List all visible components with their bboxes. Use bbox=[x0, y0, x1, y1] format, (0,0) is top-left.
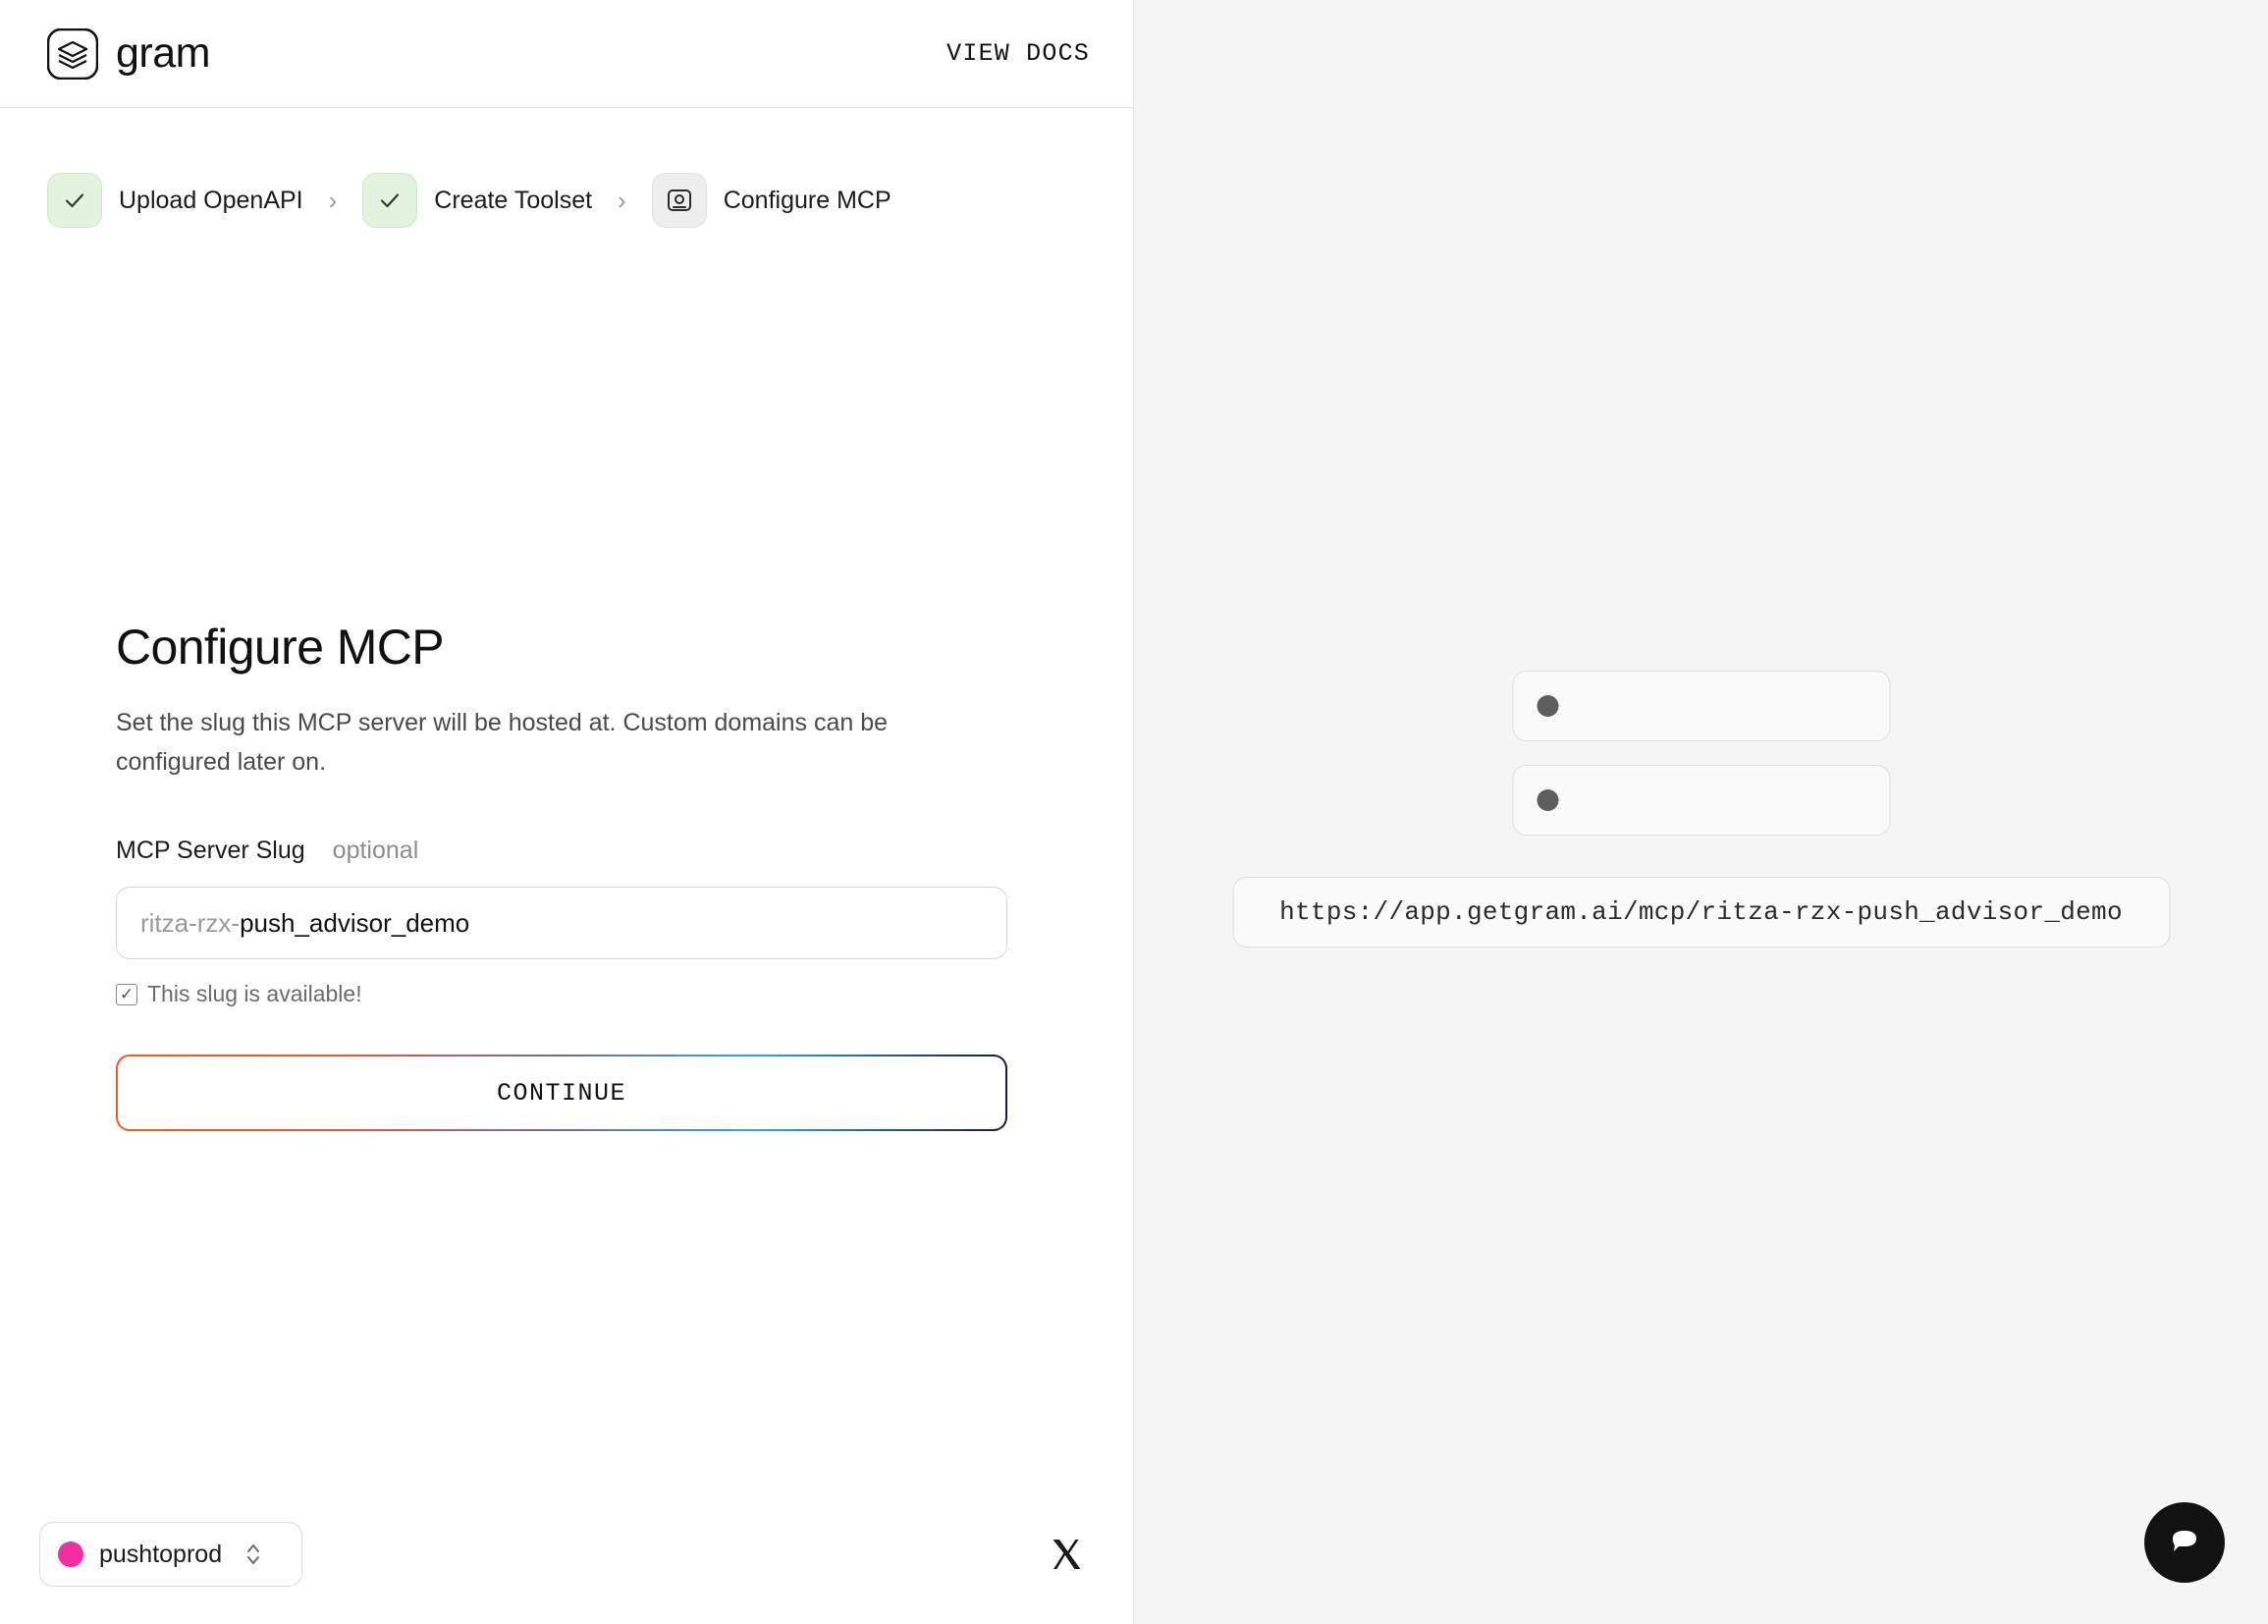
check-icon bbox=[362, 173, 417, 228]
configure-mcp-form bbox=[116, 619, 1019, 1131]
stepper-label-create-toolset: Create Toolset bbox=[434, 186, 593, 214]
checkbox-checked-icon: ✓ bbox=[116, 984, 137, 1005]
gram-logo-icon bbox=[47, 28, 98, 80]
brand-name: gram bbox=[116, 29, 210, 77]
stepper bbox=[0, 151, 1133, 249]
view-docs-link[interactable]: VIEW DOCS bbox=[946, 39, 1090, 68]
preview-placeholder-stack bbox=[1512, 671, 1890, 859]
page-description: Set the slug this MCP server will be hosted at. Custom domains can be configured later on. bbox=[116, 709, 889, 776]
slug-value: push_advisor_demo bbox=[240, 907, 470, 938]
continue-button-label: CONTINUE bbox=[496, 1078, 627, 1108]
stepper-separator-1: › bbox=[328, 185, 338, 215]
preview-placeholder-row bbox=[1512, 765, 1890, 836]
preview-panel bbox=[1134, 0, 2268, 1624]
top-bar bbox=[0, 0, 1133, 108]
org-switcher[interactable] bbox=[39, 1522, 302, 1587]
slug-input[interactable] bbox=[116, 887, 1007, 959]
org-name: pushtoprod bbox=[99, 1540, 223, 1568]
stepper-label-configure-mcp: Configure MCP bbox=[723, 186, 891, 214]
brand[interactable] bbox=[47, 28, 210, 80]
mcp-server-icon bbox=[652, 173, 707, 228]
chevron-up-down-icon bbox=[243, 1540, 263, 1569]
stepper-separator-2: › bbox=[618, 185, 626, 215]
preview-url-text: https://app.getgram.ai/mcp/ritza-rzx-push_advisor_demo bbox=[1279, 897, 2123, 927]
check-icon bbox=[47, 173, 102, 228]
preview-url-box[interactable] bbox=[1232, 877, 2170, 947]
stepper-step-create-toolset[interactable] bbox=[362, 173, 592, 228]
stepper-label-upload-openapi: Upload OpenAPI bbox=[119, 186, 303, 214]
slug-field-label: MCP Server Slug bbox=[116, 837, 305, 864]
stepper-step-configure-mcp[interactable] bbox=[652, 173, 891, 228]
slug-availability bbox=[116, 981, 1019, 1007]
preview-placeholder-row bbox=[1512, 671, 1890, 741]
chat-bubble-icon[interactable] bbox=[2144, 1502, 2225, 1583]
org-avatar bbox=[58, 1542, 83, 1567]
slug-availability-text: This slug is available! bbox=[147, 981, 362, 1006]
page-title: Configure MCP bbox=[116, 620, 444, 675]
placeholder-dot-icon bbox=[1537, 789, 1558, 811]
placeholder-dot-icon bbox=[1537, 695, 1558, 717]
stepper-step-upload-openapi[interactable] bbox=[47, 173, 303, 228]
continue-button[interactable] bbox=[116, 1055, 1007, 1131]
slug-field-label-row bbox=[116, 837, 1019, 865]
x-twitter-icon[interactable] bbox=[1049, 1537, 1084, 1577]
slug-prefix: ritza-rzx- bbox=[140, 907, 241, 938]
slug-field-optional-tag: optional bbox=[332, 837, 419, 864]
